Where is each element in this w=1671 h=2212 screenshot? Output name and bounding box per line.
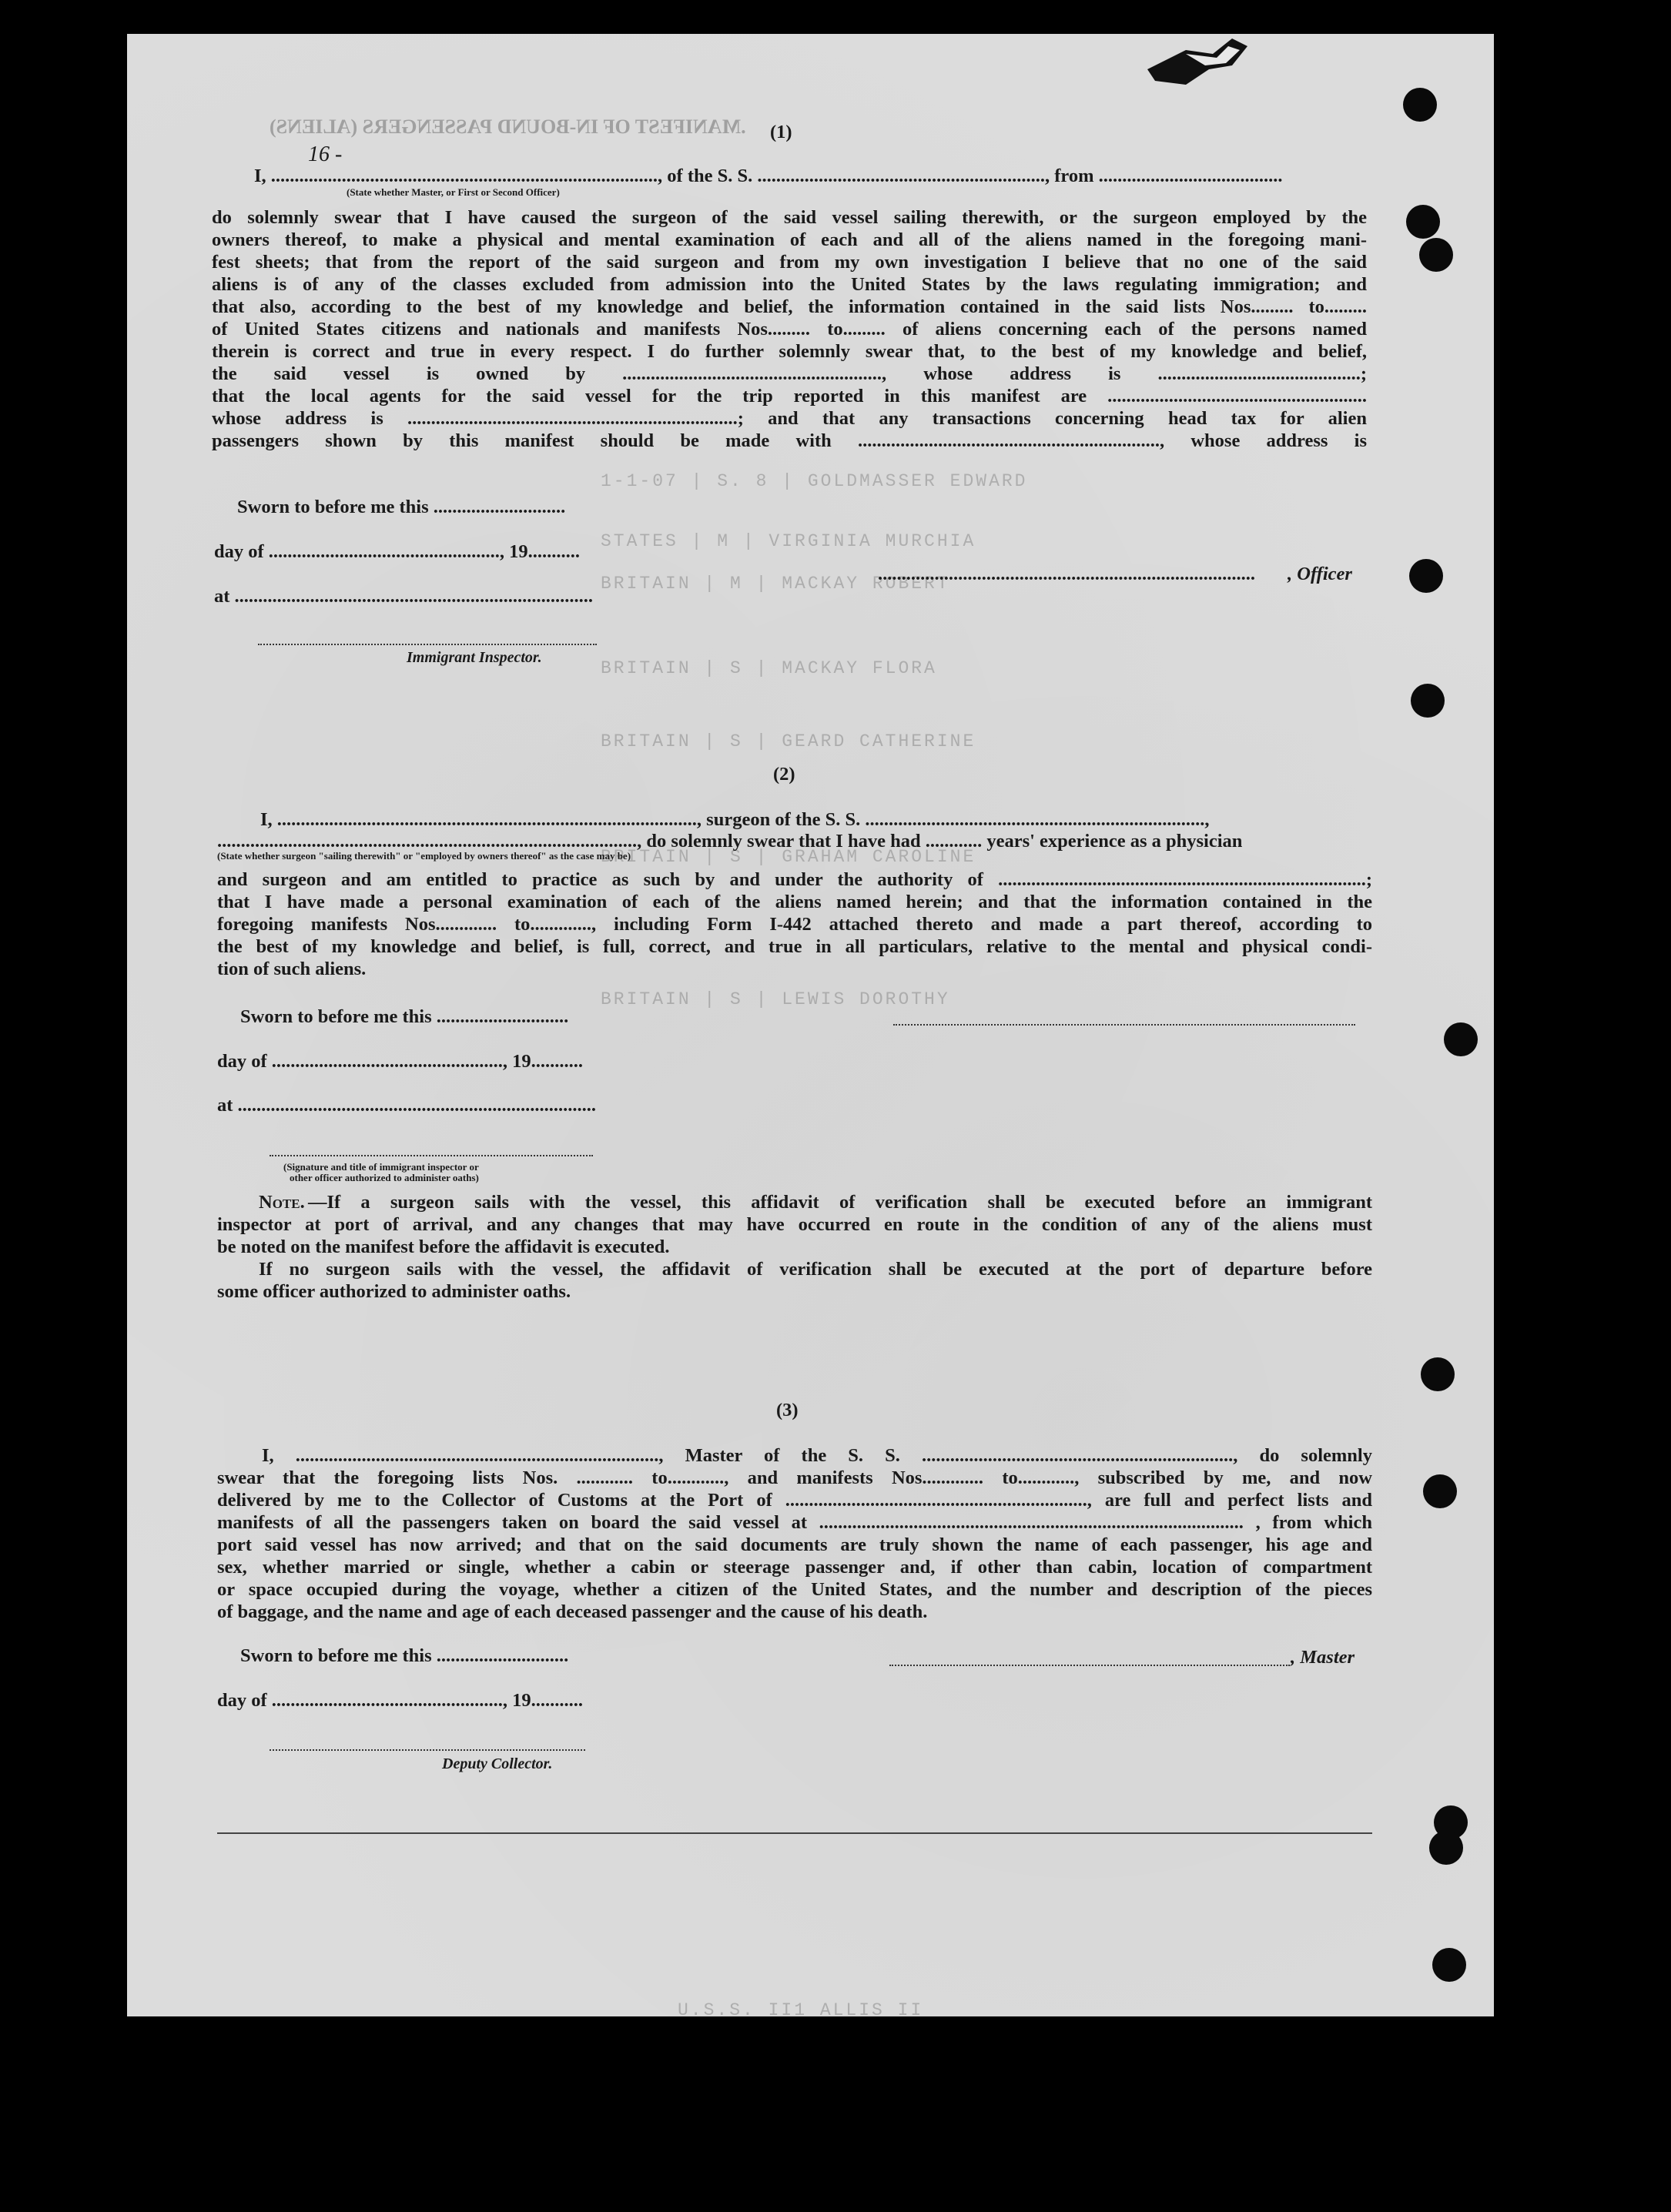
day-line: day of ................................................., 19........... xyxy=(217,1690,584,1711)
punch-hole xyxy=(1421,1357,1455,1391)
deputy-signature-line xyxy=(270,1749,585,1751)
bleed-through-text: BRITAIN | S | MACKAY FLORA xyxy=(601,658,937,678)
master-signature-line xyxy=(889,1665,1290,1666)
section-number: (2) xyxy=(773,764,795,785)
body-line: port said vessel has now arrived; and that on the said documents are truly shown the name of each passenger, his age and xyxy=(217,1534,1372,1555)
body-line: delivered by me to the Collector of Customs at the Port of ................................................................, are full and perfect lists and xyxy=(217,1490,1372,1511)
body-line: aliens is of any of the classes excluded from admission into the United States by the laws regulating immigration; and xyxy=(212,274,1367,295)
at-line: at ............................................................................ xyxy=(214,586,594,607)
body-line: that I have made a personal examination of each of the aliens named herein; and that the information contained in the xyxy=(217,892,1372,912)
punch-hole xyxy=(1419,238,1453,272)
day-line: day of ................................................., 19........... xyxy=(214,541,581,562)
surgeon-signature-line xyxy=(893,1024,1355,1026)
punch-hole xyxy=(1429,1831,1463,1865)
torn-corner-mark xyxy=(1140,23,1255,100)
body-line: I, ............................................................................., Master of the S. S. .................................................................., do solemnly xyxy=(262,1445,1372,1466)
deputy-label: Deputy Collector. xyxy=(442,1755,553,1772)
master-label: , Master xyxy=(1291,1647,1355,1668)
body-line: foregoing manifests Nos............. to............., including Form I-442 attached thereto and made a part thereof, according to xyxy=(217,914,1372,935)
punch-hole xyxy=(1409,559,1443,593)
body-line: that the local agents for the said vessel for the trip reported in this manifest are ....................................................... xyxy=(212,386,1367,407)
body-line: that also, according to the best of my knowledge and belief, the information contained in the said lists Nos......... to......... xyxy=(212,296,1367,317)
officer-signature-line: ................................................................................ xyxy=(878,564,1255,584)
signature-caption: (Signature and title of immigrant inspector or xyxy=(283,1161,479,1173)
note-line: inspector at port of arrival, and any changes that may have occurred en route in the condition of any of the aliens must xyxy=(217,1214,1372,1235)
note-line: If no surgeon sails with the vessel, the affidavit of verification shall be executed at the port of departure before xyxy=(259,1259,1372,1280)
body-line: tion of such aliens. xyxy=(217,959,367,979)
body-line: sex, whether married or single, whether a cabin or steerage passenger and, if other than cabin, location of compartment xyxy=(217,1557,1372,1578)
section-number: (1) xyxy=(770,122,792,142)
body-line: the best of my knowledge and belief, is full, correct, and true in all particulars, relative to the mental and physical condi- xyxy=(217,936,1372,957)
punch-hole xyxy=(1403,88,1437,122)
body-line: passengers shown by this manifest should be made with ................................................................, whose address is xyxy=(212,430,1367,451)
note-line: some officer authorized to administer oaths. xyxy=(217,1281,571,1302)
punch-hole xyxy=(1432,1948,1466,1982)
note-label: Note. xyxy=(259,1192,305,1213)
day-line: day of ................................................., 19........... xyxy=(217,1051,584,1072)
punch-hole xyxy=(1423,1474,1457,1508)
body-line: fest sheets; that from the report of the said surgeon and from my own investigation I believe that no one of the said xyxy=(212,252,1367,273)
body-line: and surgeon and am entitled to practice as such by and under the authority of ..............................................................................; xyxy=(217,869,1372,890)
body-line: of United States citizens and nationals and manifests Nos......... to......... of aliens concerning each of the persons named xyxy=(212,319,1367,340)
at-line: at ............................................................................ xyxy=(217,1095,597,1116)
body-line: whose address is ......................................................................; and that any transactions concerning head tax for alien xyxy=(212,408,1367,429)
bleed-through-header: .MANIFEST OF IN-BOUND PASSENGERS (ALIENS) xyxy=(270,115,746,138)
bleed-through-text: U.S.S. II1 ALLIS II xyxy=(678,2000,924,2020)
section1-body xyxy=(212,206,1367,452)
body-line: swear that the foregoing lists Nos. ............ to............, and manifests Nos............. to............, subscribed by me, and now xyxy=(217,1467,1372,1488)
punch-hole xyxy=(1444,1022,1478,1056)
punch-hole xyxy=(1406,205,1440,239)
surgeon-caption: (State whether surgeon "sailing therewith" or "employed by owners thereof" as the case may be) xyxy=(217,850,631,862)
bottom-rule xyxy=(217,1832,1372,1834)
officer-declaration-line: I, .................................................................................., of the S. S. ............................................................., from ....................................... xyxy=(254,166,1283,186)
body-line: of baggage, and the name and age of each deceased passenger and the cause of his death. xyxy=(217,1601,928,1622)
body-line: owners thereof, to make a physical and mental examination of each and all of the aliens named in the foregoing mani- xyxy=(212,229,1367,250)
sworn-line: Sworn to before me this ............................ xyxy=(237,497,566,517)
bleed-through-text: STATES | M | VIRGINIA MURCHIA xyxy=(601,531,976,551)
bleed-through-text: BRITAIN | S | LEWIS DOROTHY xyxy=(601,989,950,1009)
sworn-line: Sworn to before me this ............................ xyxy=(240,1006,569,1027)
bleed-through-text: BRITAIN | S | GRAHAM CAROLINE xyxy=(601,847,976,867)
inspector-label: Immigrant Inspector. xyxy=(407,649,542,666)
section-number: (3) xyxy=(776,1400,799,1421)
note-line: be noted on the manifest before the affidavit is executed. xyxy=(217,1237,670,1257)
section2-body xyxy=(217,868,1372,980)
bleed-through-text: 1-1-07 | S. 8 | GOLDMASSER EDWARD xyxy=(601,471,1028,491)
note-line: —If a surgeon sails with the vessel, this affidavit of verification shall be executed before an immigrant xyxy=(308,1192,1372,1213)
punch-hole xyxy=(1411,684,1445,718)
body-line: the said vessel is owned by ......................................................., whose address is ...........................................; xyxy=(212,363,1367,384)
surgeon-experience-line: ........................................................................................., do solemnly swear that I have had ............ years' experience as a physician xyxy=(217,831,1243,852)
inspector-signature-line xyxy=(258,644,597,645)
section3-body xyxy=(217,1444,1372,1623)
bleed-through-text: BRITAIN | M | MACKAY ROBERT xyxy=(601,574,950,594)
body-line: or space occupied during the voyage, whether a citizen of the United States, and the number and description of the pieces xyxy=(217,1579,1372,1600)
body-line: do solemnly swear that I have caused the surgeon of the said vessel sailing therewith, or the surgeon employed by the xyxy=(212,207,1367,228)
signature-caption: other officer authorized to administer oaths) xyxy=(290,1172,479,1183)
sworn-line: Sworn to before me this ............................ xyxy=(240,1645,569,1666)
handwritten-mark: 16 - xyxy=(308,142,343,166)
inspector-signature-line xyxy=(270,1155,593,1156)
surgeon-line: I, ........................................................................................., surgeon of the S. S. ........................................................................, xyxy=(260,809,1210,830)
body-line: manifests of all the passengers taken on board the said vessel at .......................................................................................... , from which xyxy=(217,1512,1372,1533)
officer-caption: (State whether Master, or First or Second Officer) xyxy=(347,186,560,198)
officer-label: , Officer xyxy=(1288,564,1352,584)
bleed-through-text: BRITAIN | S | GEARD CATHERINE xyxy=(601,731,976,751)
body-line: therein is correct and true in every respect. I do further solemnly swear that, to the best of my knowledge and belief, xyxy=(212,341,1367,362)
